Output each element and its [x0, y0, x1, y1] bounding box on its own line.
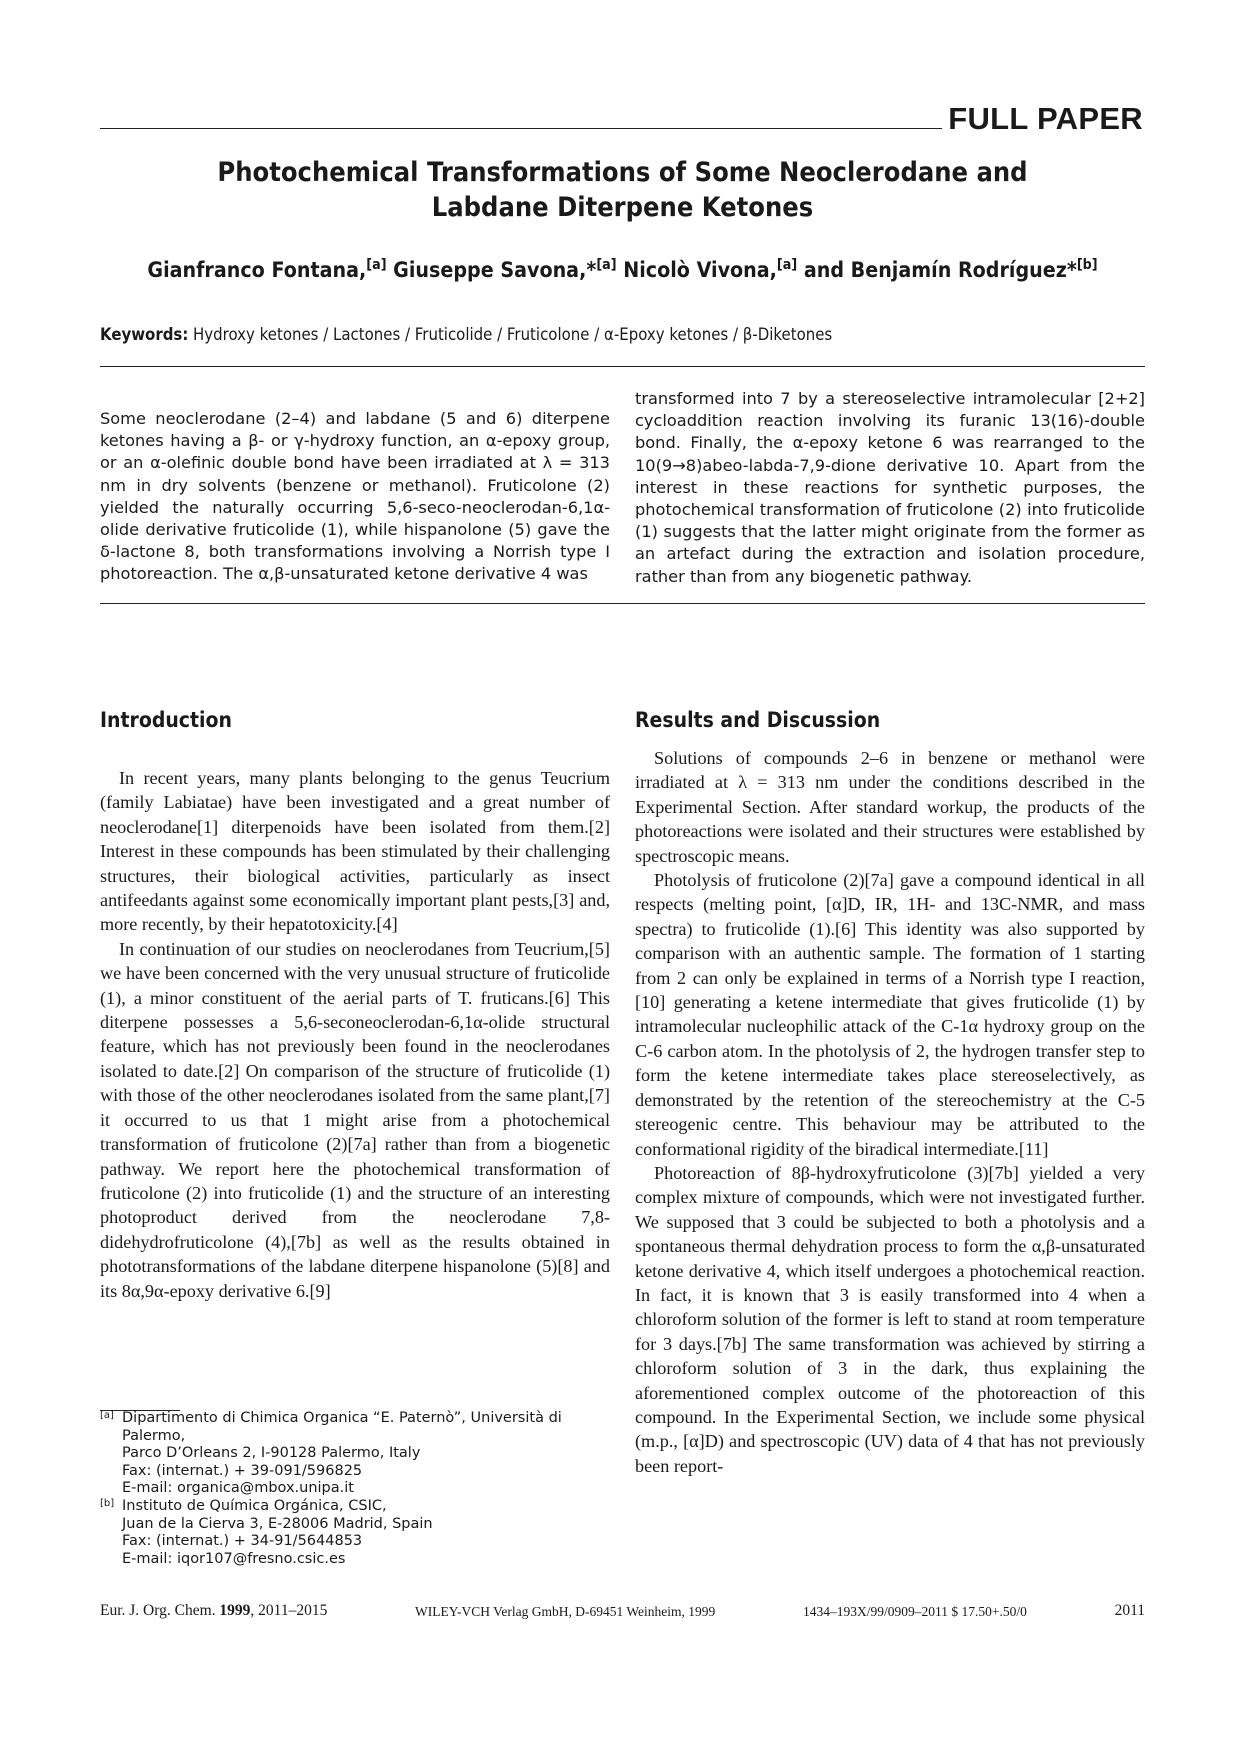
footnote-mark: [a]	[100, 1410, 114, 1421]
affiliation-line: Fax: (internat.) + 34-91/5644853	[122, 1533, 363, 1550]
keywords-text: Hydroxy ketones / Lactones / Fruticolide / Fruticolone / α-Epoxy ketones / β-Diketones	[188, 325, 833, 345]
author-name: Giuseppe Savona,*	[386, 258, 597, 282]
journal-name: Eur. J. Org. Chem.	[100, 1602, 220, 1619]
affiliation-mark: [b]	[1076, 257, 1098, 273]
footnote-mark: [b]	[100, 1497, 115, 1509]
results-body	[635, 746, 1145, 1478]
affiliation-line: Dipartimento di Chimica Organica “E. Paternò”, Università di	[122, 1410, 562, 1426]
abstract-left	[100, 408, 610, 586]
affiliation-email[interactable]: E-mail: organica@mbox.unipa.it	[122, 1480, 354, 1497]
author-name: and Benjamín Rodríguez*	[797, 258, 1077, 282]
affiliation-line: Juan de la Cierva 3, E-28006 Madrid, Spain	[122, 1515, 433, 1532]
affiliation-line: Fax: (internat.) + 39-091/596825	[122, 1462, 363, 1479]
header-rule	[100, 128, 942, 129]
affiliation-b	[100, 1498, 610, 1568]
page-number: 2011	[1114, 1602, 1145, 1619]
affiliations	[100, 1410, 610, 1568]
paragraph: Photoreaction of 8β-hydroxyfruticolone (3)[7b] yielded a very complex mixture of compounds, which were not investigated further. We supposed that 3 could be subjected to both a photolysis and a spontaneous thermal dehydration process to form the α,β-unsaturated ketone derivative 4, which itself undergoes a photochemical reaction. In fact, it is known that 3 is easily transformed into 4 when a chloroform solution of the former is left to stand at room temperature for 3 days.[7b] The same transformation was achieved by stirring a chloroform solution of 3 in the dark, thus explaining the aforementioned complex outcome of the photoreaction of this compound. In the Experimental Section, we include some physical (m.p., [α]D) and spectroscopic (UV) data of 4 that has not previously been report-	[635, 1162, 1145, 1476]
affiliation-mark: [a]	[596, 257, 617, 273]
affiliation-line: Instituto de Química Orgánica, CSIC,	[122, 1497, 387, 1514]
journal-year: 1999	[219, 1602, 251, 1619]
abstract-bottom-rule	[100, 603, 1145, 604]
keywords-label: Keywords:	[100, 325, 189, 345]
affiliation-email[interactable]: E-mail: iqor107@fresno.csic.es	[122, 1550, 346, 1567]
abstract-right	[635, 388, 1145, 588]
abstract-text-left: Some neoclerodane (2–4) and labdane (5 and 6) diterpene ketones having a β- or γ-hydroxy function, an α-epoxy group, or an α-olefinic double bond have been irradiated at λ = 313 nm in dry solvents (benzene or methanol). Fruticolone (2) yielded the naturally occurring 5,6-seco-neoclerodan-6,1α-olide derivative fruticolide (1), while hispanolone (5) gave the δ-lactone 8, both transformations involving a Norrish type I photoreaction. The α,β-unsaturated ketone derivative 4 was	[100, 409, 610, 584]
paper-title	[152, 155, 1093, 225]
footer-publisher: WILEY-VCH Verlag GmbH, D-69451 Weinheim, 1999	[415, 1604, 716, 1619]
results-heading: Results and Discussion	[635, 708, 881, 732]
affiliation-line: Palermo,	[122, 1427, 186, 1444]
paragraph: Solutions of compounds 2–6 in benzene or methanol were irradiated at λ = 313 nm under the conditions described in the Experimental Section. After standard workup, the products of the photoreactions were isolated and their structures were established by spectroscopic means.	[635, 748, 1145, 866]
abstract-top-rule	[100, 366, 1145, 367]
journal-pages: , 2011–2015	[250, 1602, 328, 1619]
paragraph: In continuation of our studies on neoclerodanes from Teucrium,[5] we have been concerned with the very unusual structure of fruticolide (1), a minor constituent of the aerial parts of T. fruticans.[6] This diterpene possesses a 5,6-seconeoclerodan-6,1α-olide structural feature, which has not previously been found in the neoclerodanes isolated to date.[2] On comparison of the structure of fruticolide (1) with those of the other neoclerodanes isolated from the same plant,[7] it occurred to us that 1 might arise from a photochemical transformation of fruticolone (2)[7a] rather than from a biogenetic pathway. We report here the photochemical transformation of fruticolone (2) into fruticolide (1) and the structure of an interesting photoproduct derived from the neoclerodane 7,8-didehydrofruticolone (4),[7b] as well as the results obtained in phototransformations of the labdane diterpene hispanolone (5)[8] and its 8α,9α-epoxy derivative 6.[9]	[100, 938, 610, 1301]
footer-issn: 1434–193X/99/0909–2011 $ 17.50+.50/0	[803, 1604, 1027, 1619]
footer-citation	[100, 1602, 327, 1620]
affiliation-a	[100, 1410, 610, 1498]
keywords	[100, 325, 1020, 345]
author-name: Nicolò Vivona,	[616, 258, 777, 282]
title-line-1: Photochemical Transformations of Some Neoclerodane and	[217, 157, 1028, 188]
title-line-2: Labdane Diterpene Ketones	[431, 192, 814, 223]
introduction-body	[100, 766, 610, 1303]
introduction-heading: Introduction	[100, 708, 232, 732]
paragraph: In recent years, many plants belonging to the genus Teucrium (family Labiatae) have been investigated and a great number of neoclerodane[1] diterpenoids have been isolated from them.[2] Interest in these compounds has been stimulated by their challenging structures, their biological activities, particularly as insect antifeedants against some economically important plant pests,[3] and, more recently, by their hepatotoxicity.[4]	[100, 768, 610, 935]
section-type-label: FULL PAPER	[948, 101, 1143, 136]
abstract-text-right: transformed into 7 by a stereoselective intramolecular [2+2] cycloaddition reaction involving its furanic 13(16)-double bond. Finally, the α-epoxy ketone 6 was rearranged to the 10(9→8)abeo-labda-7,9-dione derivative 10. Apart from the interest in these reactions for synthetic purposes, the photochemical transformation of fruticolone (2) into fruticolide (1) suggests that the latter might originate from the former as an artefact during the extraction and isolation procedure, rather than from any biogenetic pathway.	[635, 389, 1145, 586]
paragraph: Photolysis of fruticolone (2)[7a] gave a compound identical in all respects (melting point, [α]D, IR, 1H- and 13C-NMR, and mass spectra) to fruticolide (1).[6] This identity was also supported by comparison with an authentic sample. The formation of 1 starting from 2 can only be explained in terms of a Norrish type I reaction,[10] generating a ketene intermediate that gives fruticolide (1) by intramolecular nucleophilic attack of the C-1α hydroxy group on the C-6 carbon atom. In the photolysis of 2, the hydrogen transfer step to form the ketene intermediate takes place stereoselectively, as demonstrated by the retention of the stereochemistry at the C-5 stereogenic centre. This behaviour may be attributed to the conformational rigidity of the biradical intermediate.[11]	[635, 870, 1145, 1159]
author-name: Gianfranco Fontana,	[147, 258, 367, 282]
affiliation-mark: [a]	[776, 257, 798, 273]
affiliation-mark: [a]	[366, 257, 387, 273]
affiliation-line: Parco D’Orleans 2, I-90128 Palermo, Italy	[122, 1445, 421, 1462]
author-list	[111, 257, 1135, 282]
